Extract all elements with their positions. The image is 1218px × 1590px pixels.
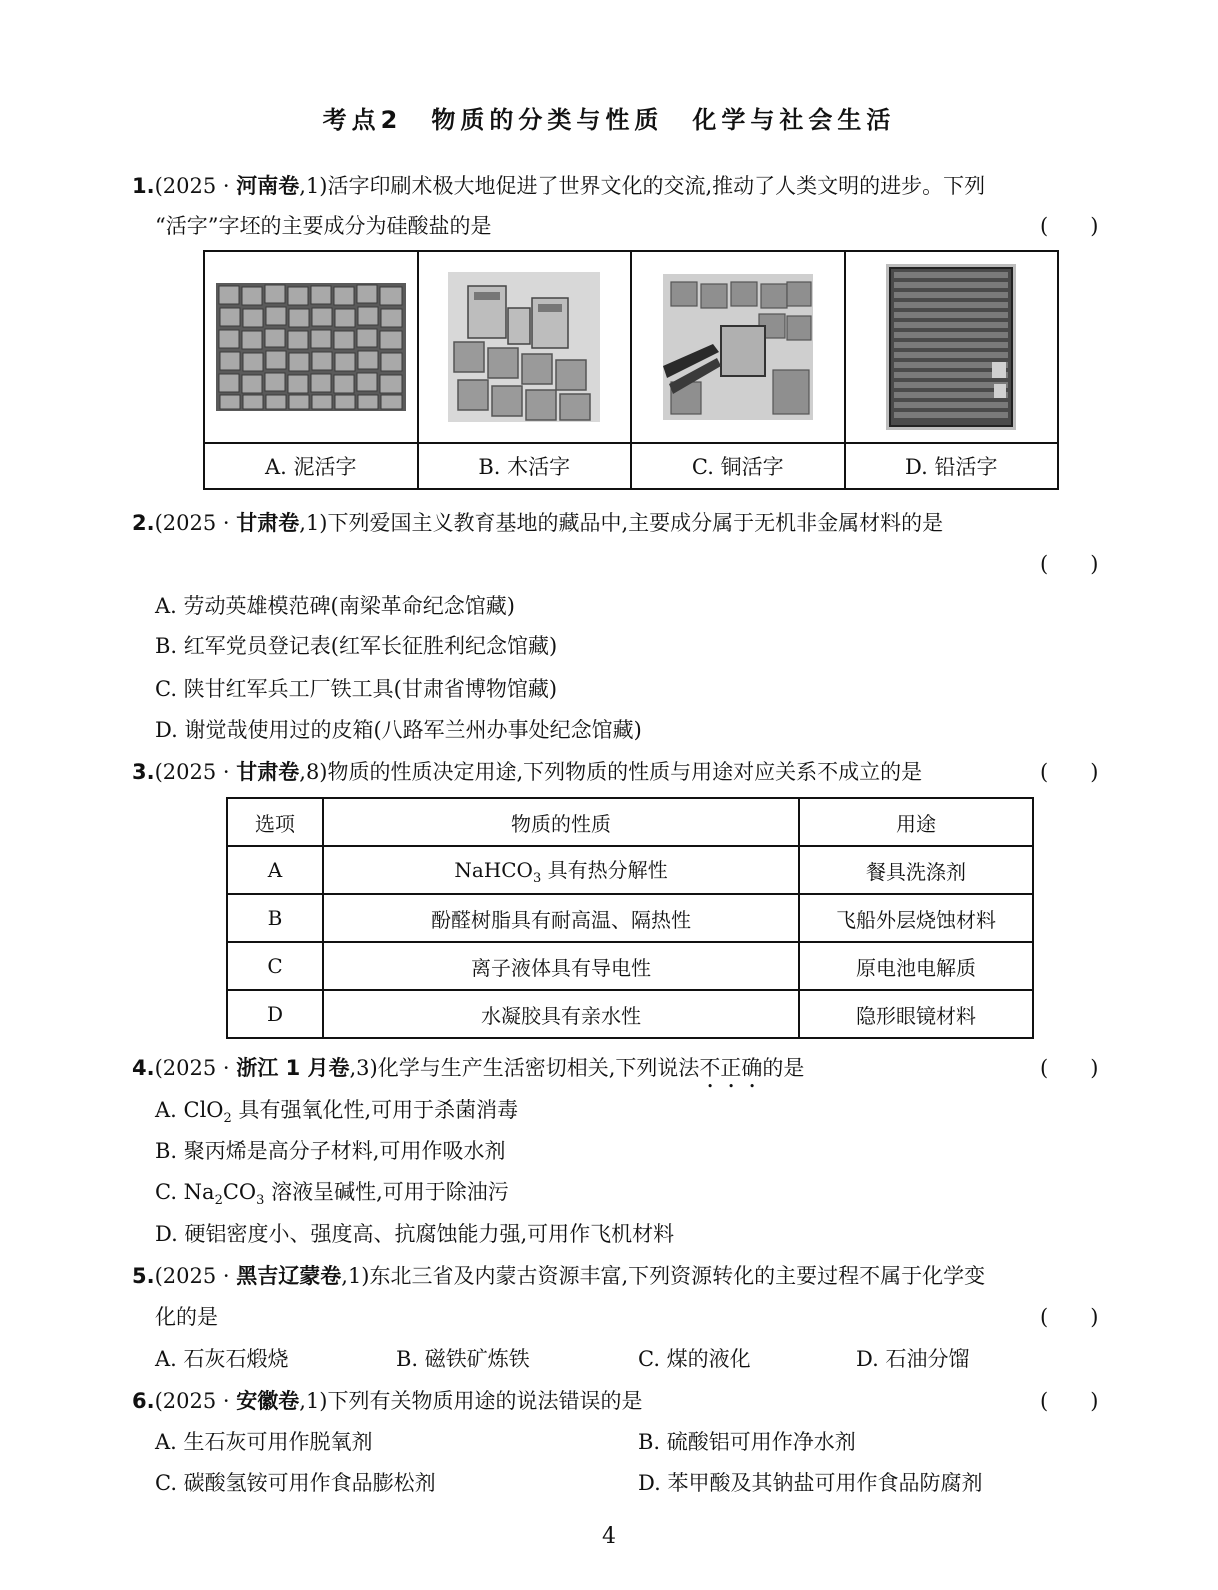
question-5-stem <box>132 1260 985 1290</box>
source-name: 安徽卷 <box>236 1389 300 1413</box>
image-cell-c <box>631 251 845 443</box>
emphasized-text: 不正确 <box>699 1056 763 1080</box>
wood-type-photo <box>448 272 600 422</box>
question-number: 3. <box>132 760 155 784</box>
property-use-table <box>226 797 1034 1039</box>
answer-blank: ( ) <box>1040 1056 1099 1080</box>
section-title: 考点2 物质的分类与性质 化学与社会生活 <box>322 106 896 134</box>
option-c: C. 煤的液化 <box>638 1347 751 1371</box>
source-open: (2025 · <box>154 760 237 784</box>
row-option: A <box>227 846 323 894</box>
row-property: 离子液体具有导电性 <box>323 942 799 990</box>
question-text: ,3)化学与生产生活密切相关,下列说法 <box>349 1056 700 1080</box>
option-a: A. 生石灰可用作脱氧剂 <box>155 1430 373 1454</box>
mud-type-photo <box>216 283 406 411</box>
table-row <box>227 894 1033 942</box>
option-d: D. 石油分馏 <box>856 1347 970 1371</box>
answer-blank: ( ) <box>1040 1305 1099 1329</box>
option-c: C. 陕甘红军兵工厂铁工具(甘肃省博物馆藏) <box>155 677 558 701</box>
table-row <box>227 990 1033 1038</box>
table-row <box>227 942 1033 990</box>
row-property: 酚醛树脂具有耐高温、隔热性 <box>323 894 799 942</box>
option-c: C. $Na_2CO_3$ 溶液呈碱性,可用于除油污 <box>155 1180 509 1209</box>
source-name: 黑吉辽蒙卷 <box>236 1264 342 1288</box>
source-open: (2025 · <box>154 174 237 198</box>
question-text: ,8)物质的性质决定用途,下列物质的性质与用途对应关系不成立的是 <box>299 760 923 784</box>
row-option: C <box>227 942 323 990</box>
option-d: D. 谢觉哉使用过的皮箱(八路军兰州办事处纪念馆藏) <box>155 718 642 742</box>
question-text-tail: 的是 <box>762 1056 805 1080</box>
option-a: A. 劳动英雄模范碑(南梁革命纪念馆藏) <box>155 594 515 618</box>
image-cell-b <box>418 251 632 443</box>
row-option: D <box>227 990 323 1038</box>
question-1-stem <box>132 170 985 200</box>
question-4-stem <box>132 1052 804 1093</box>
question-text: ,1)下列爱国主义教育基地的藏品中,主要成分属于无机非金属材料的是 <box>299 511 944 535</box>
row-use: 原电池电解质 <box>799 942 1033 990</box>
answer-blank: ( ) <box>1040 214 1099 238</box>
option-d: D. 苯甲酸及其钠盐可用作食品防腐剂 <box>638 1471 983 1495</box>
question-number: 4. <box>132 1056 155 1080</box>
header-option: 选项 <box>227 798 323 846</box>
option-d: D. 硬铝密度小、强度高、抗腐蚀能力强,可用作飞机材料 <box>155 1222 675 1246</box>
table-row <box>227 846 1033 894</box>
image-cell-d <box>845 251 1059 443</box>
question-text: ,1)下列有关物质用途的说法错误的是 <box>299 1389 643 1413</box>
source-open: (2025 · <box>154 1264 237 1288</box>
copper-type-photo <box>663 274 813 420</box>
question-text: ,1)活字印刷术极大地促进了世界文化的交流,推动了人类文明的进步。下列 <box>299 174 986 198</box>
answer-blank: ( ) <box>1040 1389 1099 1413</box>
option-a: A. ClO$_2$ 具有强氧化性,可用于杀菌消毒 <box>155 1098 519 1127</box>
image-cell-a <box>204 251 418 443</box>
question-number: 2. <box>132 511 155 535</box>
question-5-stem-line2: 化的是 <box>155 1305 218 1329</box>
row-option: B <box>227 894 323 942</box>
question-1-stem-line2: “活字”字坯的主要成分为硅酸盐的是 <box>155 214 492 238</box>
row-use: 餐具洗涤剂 <box>799 846 1033 894</box>
answer-blank: ( ) <box>1040 760 1099 784</box>
option-b: B. 硫酸铝可用作净水剂 <box>638 1430 856 1454</box>
header-property: 物质的性质 <box>323 798 799 846</box>
source-name: 甘肃卷 <box>236 511 300 535</box>
option-c: C. 碳酸氢铵可用作食品膨松剂 <box>155 1471 436 1495</box>
source-name: 甘肃卷 <box>236 760 300 784</box>
question-number: 1. <box>132 174 155 198</box>
header-use: 用途 <box>799 798 1033 846</box>
option-d-label: D. 铅活字 <box>845 443 1059 489</box>
source-open: (2025 · <box>154 1389 237 1413</box>
question-number: 6. <box>132 1389 155 1413</box>
option-b-label: B. 木活字 <box>418 443 632 489</box>
row-property: 水凝胶具有亲水性 <box>323 990 799 1038</box>
source-open: (2025 · <box>154 1056 237 1080</box>
option-a-label: A. 泥活字 <box>204 443 418 489</box>
source-open: (2025 · <box>154 511 237 535</box>
row-property: NaHCO$_3$ 具有热分解性 <box>323 846 799 894</box>
option-a: A. 石灰石煅烧 <box>155 1347 289 1371</box>
option-c-label: C. 铜活字 <box>631 443 845 489</box>
option-b: B. 聚丙烯是高分子材料,可用作吸水剂 <box>155 1139 506 1163</box>
page-number: 4 <box>602 1524 616 1549</box>
lead-type-photo <box>886 264 1016 430</box>
question-text: ,1)东北三省及内蒙古资源丰富,下列资源转化的主要过程不属于化学变 <box>341 1264 986 1288</box>
option-b: B. 磁铁矿炼铁 <box>396 1347 530 1371</box>
row-use: 隐形眼镜材料 <box>799 990 1033 1038</box>
question-2-stem <box>132 507 943 537</box>
source-name: 河南卷 <box>236 174 300 198</box>
type-image-table <box>203 250 1059 490</box>
answer-blank: ( ) <box>1040 552 1099 576</box>
source-name: 浙江 1 月卷 <box>236 1056 350 1080</box>
question-3-stem <box>132 756 922 786</box>
question-number: 5. <box>132 1264 155 1288</box>
row-use: 飞船外层烧蚀材料 <box>799 894 1033 942</box>
option-b: B. 红军党员登记表(红军长征胜利纪念馆藏) <box>155 634 558 658</box>
question-6-stem <box>132 1385 643 1415</box>
